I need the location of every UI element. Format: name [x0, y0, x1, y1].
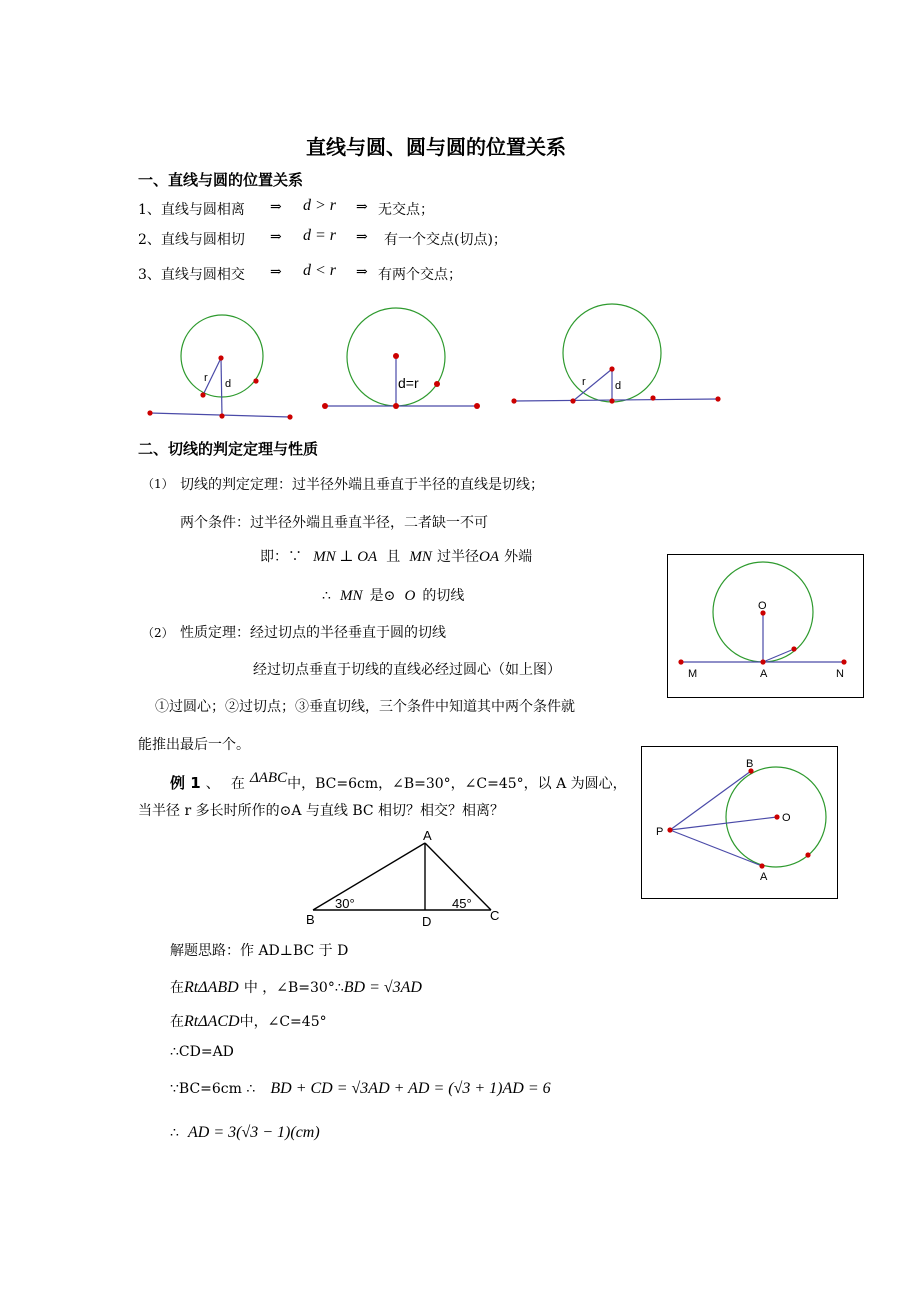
point	[253, 378, 258, 383]
solution-line5: ∵BC=6cm ∴ BD + CD = √3AD + AD = (√3 + 1)AD = 6	[170, 1080, 551, 1097]
row2-arrow: ⇒	[270, 229, 282, 245]
triangle-abc: ΔABC	[249, 770, 288, 786]
row3-cond: d < r	[303, 262, 337, 279]
example-line1: 例 1 、 在 ΔABC中，BC=6cm，∠B=30°，∠C=45°，以 A 为圆心，	[170, 770, 627, 792]
point	[511, 398, 516, 403]
row3-arrow: ⇒	[270, 264, 282, 280]
point	[200, 392, 205, 397]
label-r: r	[582, 376, 586, 388]
label-a: A	[760, 668, 768, 680]
solution-line4: ∴CD=AD	[170, 1044, 234, 1060]
figure-tangents-from-p	[642, 747, 837, 898]
point	[650, 395, 655, 400]
foot-point	[609, 398, 614, 403]
label-d: d	[615, 380, 622, 392]
point	[791, 646, 796, 651]
solution-line2: 在RtΔABD 中 ，∠B=30°∴BD = √3AD	[170, 979, 422, 996]
p8-text: 能推出最后一个。	[138, 737, 250, 753]
solution-line3: 在RtΔACD中，∠C=45°	[170, 1013, 327, 1030]
intersection-point	[570, 398, 575, 403]
example-line2: 当半径 r 多长时所作的⊙A 与直线 BC 相切？相交？相离？	[138, 803, 505, 819]
solution-line1: 解题思路：作 AD⊥BC 于 D	[170, 943, 349, 959]
angle-c: 45°	[452, 896, 472, 911]
label-p: P	[656, 826, 664, 838]
figure-separate	[147, 315, 292, 420]
label-n: N	[836, 668, 844, 680]
figure-tangent	[322, 308, 480, 409]
row1-result: 无交点；	[378, 202, 434, 218]
row2-label: 2、直线与圆相切	[138, 232, 245, 248]
p1-text: 切线的判定定理：过半径外端且垂直于半径的直线是切线；	[180, 477, 544, 493]
point-p	[667, 827, 672, 832]
label-c: C	[490, 908, 500, 923]
label-m: M	[688, 668, 698, 680]
radius-r	[573, 369, 612, 401]
label-b: B	[306, 912, 315, 927]
example-label: 例 1	[170, 774, 201, 792]
angle-b: 30°	[335, 896, 355, 911]
point	[434, 381, 440, 387]
foot-point	[219, 413, 224, 418]
point-n	[841, 659, 846, 664]
label-b: B	[746, 758, 754, 770]
distance-d	[221, 358, 222, 416]
point-o	[774, 814, 779, 819]
p6-text: 经过切点垂直于切线的直线必经过圆心（如上图）	[253, 662, 561, 678]
row2-arrow2: ⇒	[356, 229, 368, 245]
row3-result: 有两个交点；	[378, 267, 462, 283]
point	[287, 414, 292, 419]
figure-mn-tangent	[668, 555, 863, 697]
point-a	[760, 659, 765, 664]
center-point	[218, 355, 223, 360]
row2-result: 有一个交点(切点)；	[384, 232, 507, 248]
figure-intersect	[511, 304, 720, 404]
figure-pao-box	[641, 746, 838, 899]
row2-cond: d = r	[303, 227, 337, 244]
label-d: d	[225, 378, 232, 390]
point	[715, 396, 720, 401]
center-point	[609, 366, 614, 371]
point	[322, 403, 328, 409]
row3-arrow2: ⇒	[356, 264, 368, 280]
row1-arrow2: ⇒	[356, 199, 368, 215]
label-dr: d=r	[398, 375, 419, 391]
section2-heading: 二、切线的判定定理与性质	[138, 440, 319, 458]
p5-text: 性质定理：经过切点的半径垂直于圆的切线	[180, 625, 446, 641]
p5-number: （2）	[142, 626, 174, 640]
row1-arrow: ⇒	[270, 199, 282, 215]
p3-line: 即：∵ MN ⊥ OA 且 MN 过半径OA 外端	[260, 549, 533, 565]
figure-triangle	[298, 826, 500, 930]
row3-label: 3、直线与圆相交	[138, 267, 245, 283]
p2-text: 两个条件：过半径外端且垂直半径，二者缺一不可	[180, 515, 488, 531]
figure-mn-box	[667, 554, 864, 698]
p7-text: ①过圆心；②过切点；③垂直切线，三个条件中知道其中两个条件就	[155, 699, 575, 715]
point-a	[759, 863, 764, 868]
side-ab	[313, 843, 425, 910]
label-o: O	[782, 812, 791, 824]
p1-number: （1）	[142, 477, 174, 491]
line-intersect	[514, 399, 718, 401]
point	[474, 403, 480, 409]
label-a: A	[760, 871, 768, 883]
label-d: D	[422, 914, 432, 929]
solution-line6: ∴ AD = 3(√3 − 1)(cm)	[170, 1124, 320, 1141]
point	[805, 852, 810, 857]
label-o: O	[758, 600, 767, 612]
page-title: 直线与圆、圆与圆的位置关系	[306, 135, 566, 159]
section1-heading: 一、直线与圆的位置关系	[138, 171, 304, 189]
line-circle-figures	[140, 300, 740, 425]
label-r: r	[204, 372, 208, 384]
tangent-point	[393, 403, 399, 409]
tangent-pa	[670, 830, 762, 866]
row1-label: 1、直线与圆相离	[138, 202, 245, 218]
p4-line: ∴ MN 是⊙ O 的切线	[322, 588, 465, 604]
label-a: A	[423, 828, 432, 843]
row1-cond: d > r	[303, 197, 337, 214]
center-point	[393, 353, 399, 359]
point	[147, 410, 152, 415]
point-m	[678, 659, 683, 664]
